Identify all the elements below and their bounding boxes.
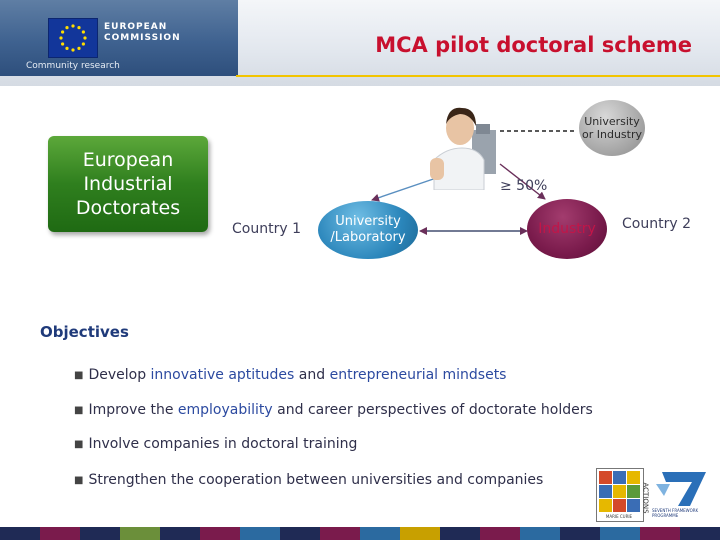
strip-segment [280, 527, 320, 540]
strip-segment [120, 527, 160, 540]
strip-segment [480, 527, 520, 540]
bottom-color-strip [0, 527, 720, 540]
text: Strengthen the cooperation between universities and companies [88, 472, 544, 488]
text: Improve the [88, 402, 178, 418]
objective-item [74, 402, 593, 418]
industry-node [527, 199, 607, 259]
uni-lab-line1: University [335, 214, 401, 229]
strip-segment [560, 527, 600, 540]
strip-segment [0, 527, 40, 540]
university-or-industry-node [579, 100, 645, 156]
researcher-photo [424, 100, 500, 190]
university-or-industry-label [582, 115, 642, 141]
strip-segment [200, 527, 240, 540]
objective-item [74, 472, 543, 488]
text: and [294, 367, 330, 383]
fp7-text: SEVENTH FRAMEWORK PROGRAMME [652, 508, 699, 518]
strip-segment [80, 527, 120, 540]
strip-segment [160, 527, 200, 540]
eid-line1: European [82, 149, 174, 171]
highlight: entrepreneurial mindsets [329, 367, 507, 383]
eu-line1: EUROPEAN [104, 22, 168, 32]
uni-ind-line2: or Industry [582, 128, 642, 141]
bullet-icon: ■ [74, 439, 84, 450]
community-research-label: Community research [26, 61, 120, 71]
bullet-icon: ■ [74, 475, 84, 486]
strip-segment [440, 527, 480, 540]
university-laboratory-node [318, 201, 418, 259]
uni-ind-line1: University [584, 115, 640, 128]
university-laboratory-label [330, 214, 405, 246]
text: Involve companies in doctoral training [88, 436, 358, 452]
eu-line2: COMMISSION [104, 33, 181, 43]
text: and career perspectives of doctorate holders [272, 402, 593, 418]
highlight: employability [177, 402, 273, 418]
bullet-icon: ■ [74, 370, 84, 381]
bullet-icon: ■ [74, 405, 84, 416]
strip-segment [600, 527, 640, 540]
actions-text: ACTIONS [641, 482, 650, 514]
slide-title: MCA pilot doctoral scheme [375, 33, 692, 57]
strip-segment [520, 527, 560, 540]
eid-line3: Doctorates [75, 197, 181, 219]
country1-label: Country 1 [232, 221, 301, 237]
eid-line2: Industrial [83, 173, 173, 195]
text: Develop [88, 367, 151, 383]
industry-label: Industry [538, 221, 596, 237]
strip-segment [40, 527, 80, 540]
marie-curie-text: MARIE CURIE [605, 514, 633, 519]
strip-segment [240, 527, 280, 540]
percent-label: ≥ 50% [500, 178, 548, 194]
uni-lab-line2: /Laboratory [330, 230, 406, 245]
country2-label: Country 2 [622, 216, 691, 232]
highlight: innovative aptitudes [150, 367, 295, 383]
objective-item [74, 436, 357, 452]
strip-segment [320, 527, 360, 540]
objectives-title: Objectives [40, 323, 129, 341]
objective-item [74, 367, 506, 383]
strip-segment [360, 527, 400, 540]
strip-segment [400, 527, 440, 540]
strip-segment [680, 527, 720, 540]
strip-segment [640, 527, 680, 540]
